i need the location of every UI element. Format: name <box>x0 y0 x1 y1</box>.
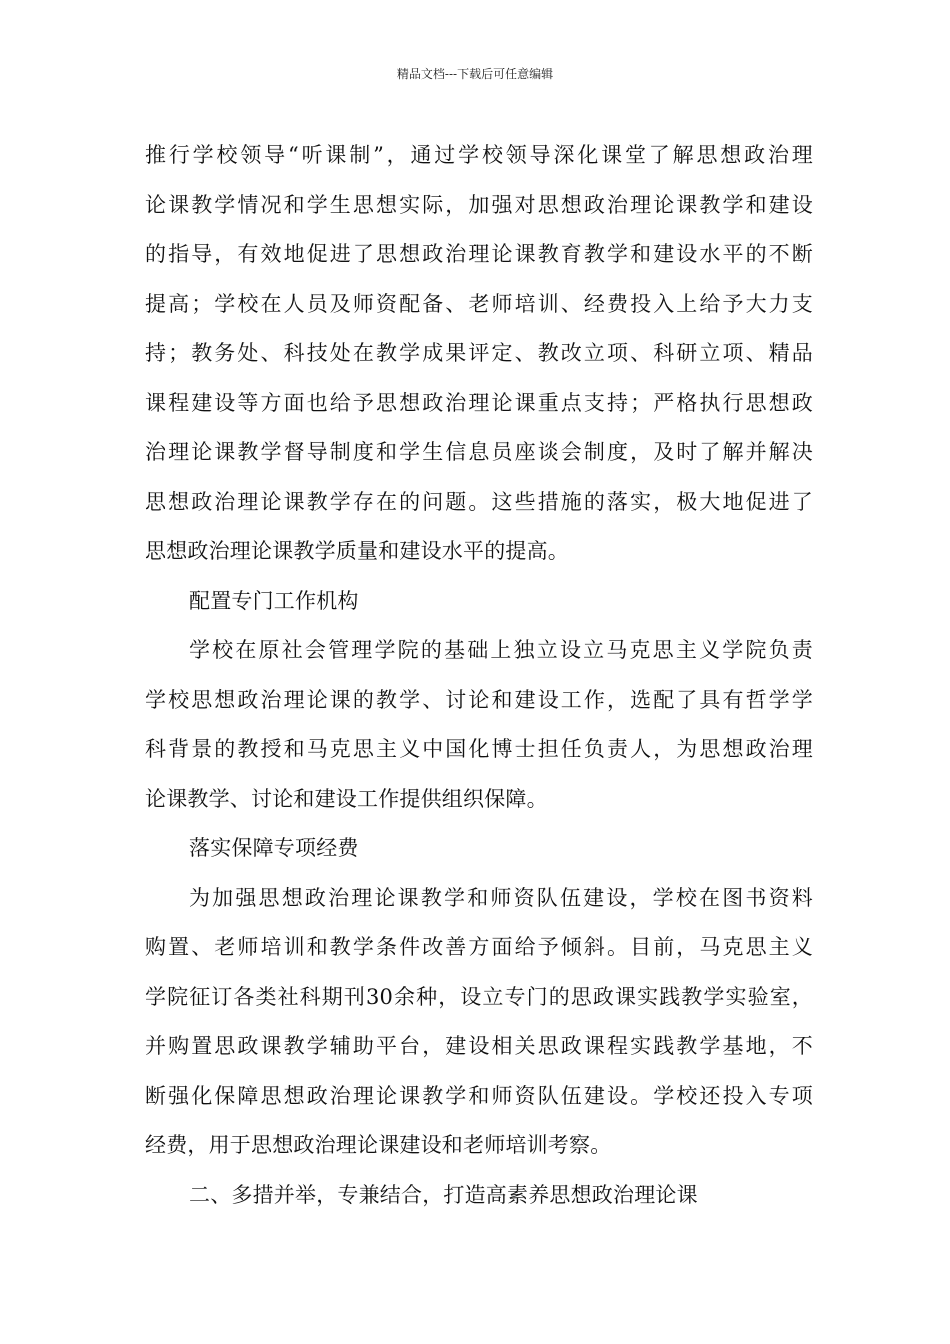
text-line: 论课教学、讨论和建设工作提供组织保障。 <box>145 786 548 811</box>
text-line: 并购置思政课教学辅助平台，建设相关思政课程实践教学基地，不 <box>145 1034 813 1058</box>
text-line: 科背景的教授和马克思主义中国化博士担任负责人，为思想政治理 <box>145 737 813 761</box>
text-line: 课程建设等方面也给予思想政治理论课重点支持；严格执行思想政 <box>145 390 813 415</box>
text-line: 学校在原社会管理学院的基础上独立设立马克思主义学院负责 <box>189 638 813 662</box>
text-line: 为加强思想政治理论课教学和师资队伍建设，学校在图书资料 <box>189 885 813 910</box>
text-line: 学院征订各类社科期刊30余种，设立专门的思政课实践教学实验室， <box>145 984 813 1009</box>
section-heading <box>145 1171 813 1221</box>
page-header: 精品文档---下载后可任意编辑 <box>396 67 554 81</box>
paragraph <box>145 131 813 577</box>
text-line: 思想政治理论课教学存在的问题。这些措施的落实，极大地促进了 <box>145 489 813 514</box>
section-heading <box>145 824 813 874</box>
heading-line: 配置专门工作机构 <box>189 588 359 613</box>
text-line: 持；教务处、科技处在教学成果评定、教改立项、科研立项、精品 <box>145 341 813 365</box>
heading-line: 二、多措并举，专兼结合，打造高素养思想政治理论课 <box>189 1182 698 1207</box>
text-line: 购置、老师培训和教学条件改善方面给予倾斜。目前，马克思主义 <box>145 935 813 959</box>
paragraph <box>145 626 813 824</box>
text-line: 思想政治理论课教学质量和建设水平的提高。 <box>145 539 569 563</box>
heading-line: 落实保障专项经费 <box>189 836 359 860</box>
text-line: 论课教学情况和学生思想实际，加强对思想政治理论课教学和建设 <box>145 192 813 217</box>
section-heading <box>145 577 813 627</box>
document-body <box>145 131 813 1220</box>
text-line: 治理论课教学督导制度和学生信息员座谈会制度，及时了解并解决 <box>145 440 813 464</box>
text-line: 推行学校领导“听课制”，通过学校领导深化课堂了解思想政治理 <box>145 143 813 167</box>
text-line: 断强化保障思想政治理论课教学和师资队伍建设。学校还投入专项 <box>145 1083 813 1108</box>
text-line: 的指导，有效地促进了思想政治理论课教育教学和建设水平的不断 <box>145 242 813 266</box>
text-line: 经费，用于思想政治理论课建设和老师培训考察。 <box>145 1133 612 1157</box>
text-line: 提高；学校在人员及师资配备、老师培训、经费投入上给予大力支 <box>145 291 813 316</box>
text-line: 学校思想政治理论课的教学、讨论和建设工作，选配了具有哲学学 <box>145 687 813 712</box>
paragraph <box>145 874 813 1171</box>
